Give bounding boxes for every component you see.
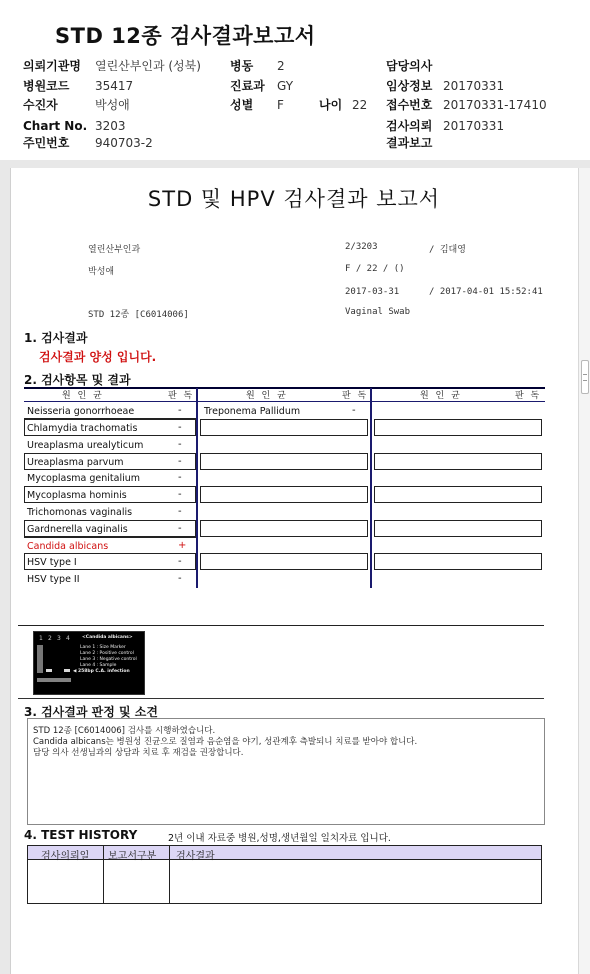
empty-result-cell [200, 520, 368, 537]
organism-name: Trichomonas vaginalis [27, 507, 133, 518]
empty-result-cell [200, 419, 368, 436]
label-sex: 성별 [230, 98, 254, 112]
col2-result-header: 판 독 [342, 391, 369, 401]
organism-result: - [178, 422, 182, 433]
organism-result: - [178, 439, 182, 450]
report-title: STD 및 HPV 검사결과 보고서 [147, 187, 441, 211]
empty-result-cell [200, 453, 368, 470]
label-requesting-org: 의뢰기관명 [23, 59, 81, 73]
info-test-code: STD 12종 [C6014006] [88, 310, 189, 320]
organism-result: - [178, 556, 182, 567]
empty-result-cell [374, 486, 542, 503]
organism-result: - [178, 456, 182, 467]
section-result-heading: 1. 검사결과 [24, 331, 88, 345]
history-col-request-date: 검사의뢰일 [41, 851, 90, 862]
page-title: STD 12종 검사결과보고서 [55, 24, 316, 48]
history-table-header [27, 845, 542, 860]
empty-result-cell [374, 453, 542, 470]
gel-lane-number: 3 [57, 635, 61, 642]
value-ward: 2 [277, 59, 285, 73]
value-hospital-code: 35417 [95, 79, 134, 93]
col2-organism-header: 원 인 균 [246, 391, 288, 401]
info-report-datetime: / 2017-04-01 15:52:41 [429, 287, 543, 297]
gel-lane-number: 1 [39, 635, 43, 642]
overall-result: 검사결과 양성 입니다. [39, 350, 157, 364]
label-chart-no: Chart No. [23, 119, 88, 133]
label-receipt-no: 접수번호 [386, 98, 433, 112]
organism-name: Mycoplasma genitalium [27, 473, 141, 484]
label-result-report: 결과보고 [386, 136, 433, 150]
value-age: 22 [352, 98, 368, 112]
organism-name-positive: Candida albicans [27, 541, 109, 552]
organism-name: Ureaplasma urealyticum [27, 440, 144, 451]
column-divider [196, 388, 198, 588]
organism-name: Treponema Pallidum [204, 406, 301, 417]
history-column-divider [103, 845, 104, 904]
organism-name: Neisseria gonorrhoeae [27, 406, 135, 417]
gel-ladder-lane [37, 645, 43, 673]
organism-result: - [178, 523, 182, 534]
gel-lane-number: 2 [48, 635, 52, 642]
value-requesting-org: 열린산부인과 (성북) [95, 59, 201, 73]
info-doctor: / 김대영 [429, 245, 466, 255]
gel-legend-line: Lane 2 : Positive control [80, 651, 134, 656]
info-receive-date: 2017-03-31 [345, 287, 400, 297]
label-ward: 병동 [230, 59, 254, 73]
gel-primer-band [37, 678, 71, 682]
label-department: 진료과 [230, 79, 265, 93]
results-table-header-border [24, 401, 545, 402]
col3-result-header: 판 독 [515, 391, 542, 401]
organism-result: - [178, 573, 182, 584]
history-column-divider [169, 845, 170, 904]
value-test-request: 20170331 [443, 119, 505, 133]
col1-organism-header: 원 인 균 [62, 391, 104, 401]
organism-result-positive: + [178, 540, 187, 551]
organism-name: HSV type II [27, 574, 80, 585]
label-test-request: 검사의뢰 [386, 119, 433, 133]
organism-name: Gardnerella vaginalis [27, 524, 128, 535]
organism-name: Chlamydia trachomatis [27, 423, 138, 434]
gel-legend-line: Lane 4 : Sample [80, 663, 117, 668]
organism-result: - [178, 489, 182, 500]
value-patient: 박성애 [95, 98, 130, 112]
label-clinical-info: 임상정보 [386, 79, 433, 93]
organism-result: - [178, 506, 182, 517]
label-doctor: 담당의사 [386, 59, 433, 73]
col3-organism-header: 원 인 균 [420, 391, 462, 401]
label-age: 나이 [319, 98, 343, 112]
label-hospital-code: 병원코드 [23, 79, 70, 93]
organism-result: - [178, 405, 182, 416]
empty-result-cell [374, 419, 542, 436]
label-resident-no: 주민번호 [23, 136, 70, 150]
info-hospital: 열린산부인과 [88, 245, 141, 255]
section-history-heading: 4. TEST HISTORY [24, 828, 138, 842]
history-note: 2년 이내 자료중 병원,성명,생년월일 일치자료 입니다. [168, 833, 391, 844]
report-summary-header [0, 0, 590, 160]
column-divider [370, 388, 372, 588]
info-patient: 박성애 [88, 267, 115, 277]
gel-band [64, 669, 70, 672]
value-receipt-no: 20170331-17410 [443, 98, 547, 112]
gel-lane-number: 4 [66, 635, 70, 642]
empty-result-cell [374, 553, 542, 570]
value-resident-no: 940703-2 [95, 136, 153, 150]
opinion-line: 담당 의사 선생님과의 상담과 치료 후 재검을 권장합니다. [33, 748, 244, 758]
organism-name: Mycoplasma hominis [27, 490, 127, 501]
organism-name: Ureaplasma parvum [27, 457, 124, 468]
value-department: GY [277, 79, 294, 93]
history-col-report-type: 보고서구분 [108, 851, 157, 862]
info-ward-chart: 2/3203 [345, 242, 378, 252]
gel-caption-title: <Candida albicans> [82, 635, 133, 640]
gel-band-label: ◀ 258bp C.A. infection [73, 669, 130, 674]
row-border [24, 537, 196, 538]
vertical-scrollbar[interactable] [578, 168, 590, 974]
opinion-line: Candida albicans는 병원성 진균으로 질염과 음순염을 야기, 성관계후 측발되니 치료를 받아야 합니다. [33, 737, 418, 747]
history-col-test-result: 검사결과 [176, 851, 215, 862]
value-clinical-info: 20170331 [443, 79, 505, 93]
scrollbar-thumb[interactable] [581, 360, 589, 394]
organism-result: - [178, 472, 182, 483]
section-opinion-heading: 3. 검사결과 판정 및 소견 [24, 705, 158, 719]
empty-result-cell [374, 520, 542, 537]
section-items-heading: 2. 검사항목 및 결과 [24, 373, 131, 387]
value-chart-no: 3203 [95, 119, 126, 133]
gel-legend-line: Lane 3 : Negative control [80, 657, 137, 662]
organism-name: HSV type I [27, 557, 77, 568]
info-specimen: Vaginal Swab [345, 307, 411, 317]
empty-result-cell [200, 486, 368, 503]
col1-result-header: 판 독 [168, 391, 195, 401]
gel-legend-line: Lane 1 : Size Marker [80, 645, 126, 650]
gel-band [46, 669, 52, 672]
info-sex-age: F / 22 / () [345, 264, 405, 274]
organism-result: - [352, 405, 356, 416]
value-sex: F [277, 98, 284, 112]
opinion-line: STD 12종 [C6014006] 검사를 시행하였습니다. [33, 726, 216, 736]
label-patient: 수진자 [23, 98, 58, 112]
empty-result-cell [200, 553, 368, 570]
